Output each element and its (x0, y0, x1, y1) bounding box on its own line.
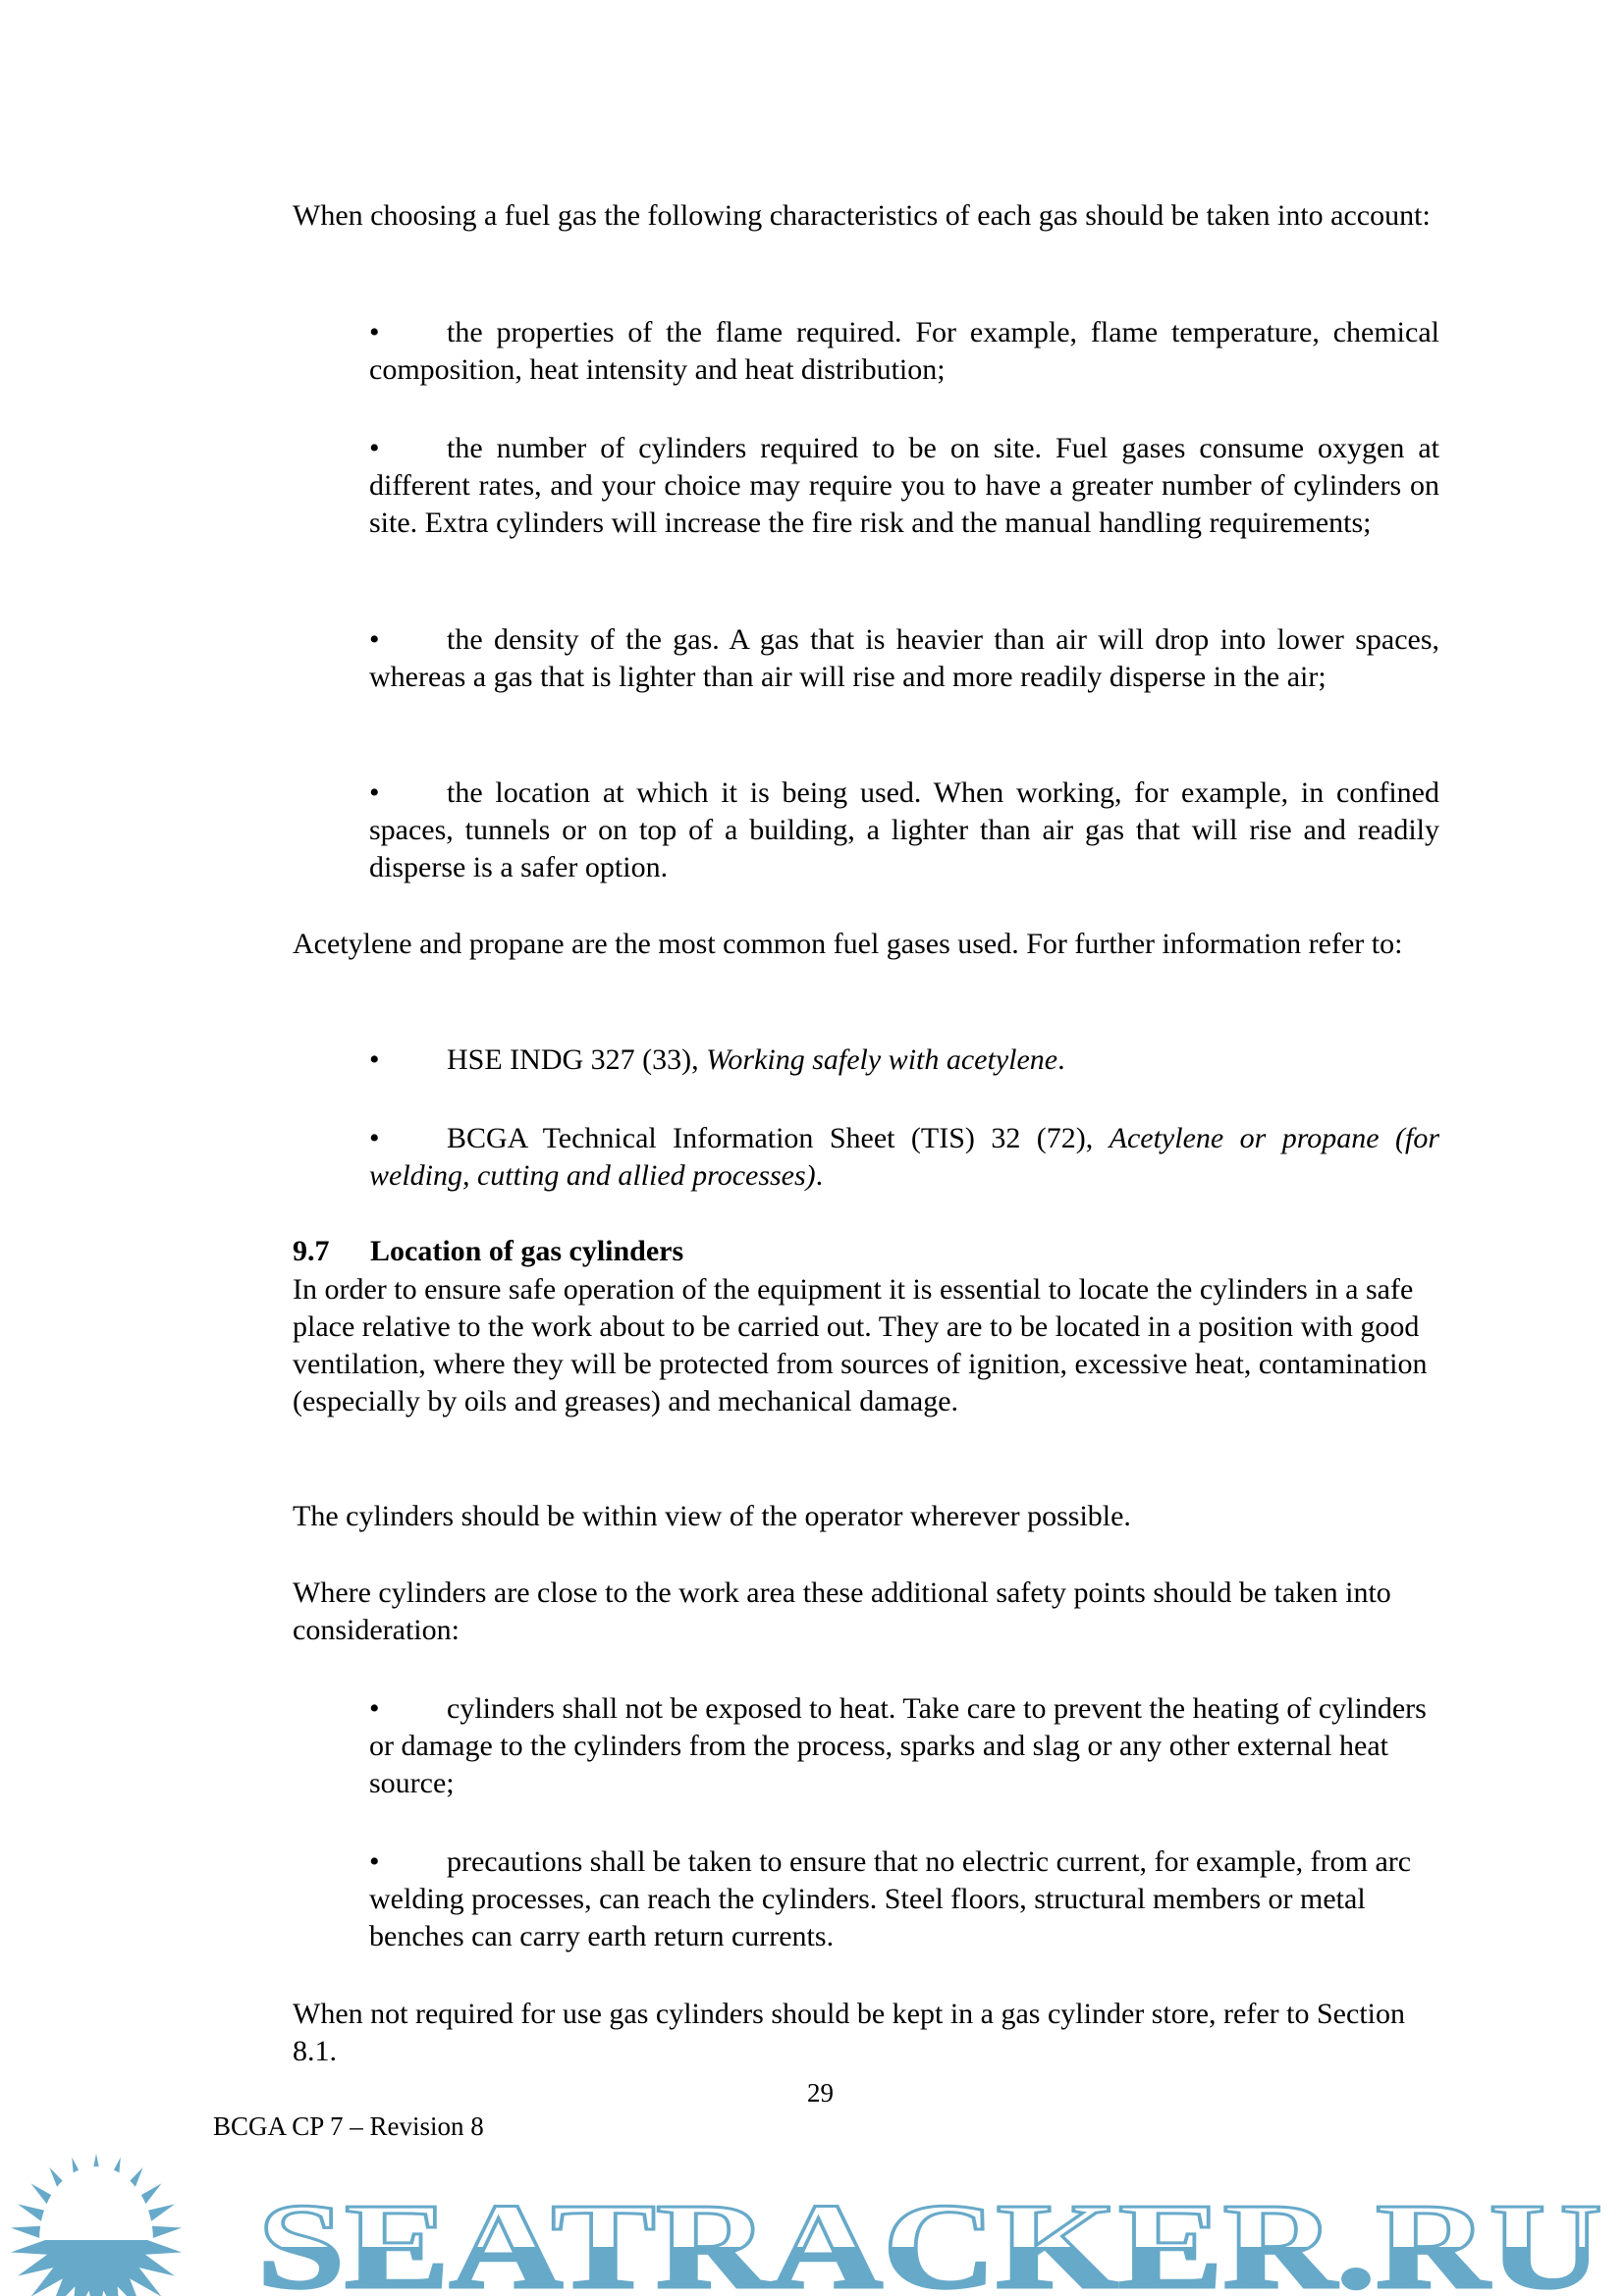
section-paragraph: Where cylinders are close to the work area these additional safety points should be taken into consideration: (293, 1576, 1391, 1646)
bullet-icon: • (369, 1122, 380, 1154)
ref-title: Working safely with acetylene (706, 1043, 1058, 1076)
section-paragraph: In order to ensure safe operation of the equipment it is essential to locate the cylinders in a safe place relative to the work about to be carried out. They are to be located in a position with good ventilation, where they will be protected from sources of ignition, excessive heat, contamination (especially by oils and greases) and mechanical damage. (293, 1273, 1428, 1417)
bullet-icon: • (369, 1043, 380, 1076)
ref-title: Acetylene or propane (for welding, cutting and allied processes) (369, 1122, 1440, 1192)
ref-end: . (815, 1159, 824, 1192)
bullet-icon: • (369, 1845, 380, 1878)
list-item (369, 1843, 1439, 1955)
list-item-text: cylinders shall not be exposed to heat. Take care to prevent the heating of cylinders or damage to the cylinders from the process, sparks and slag or any other external heat source; (369, 1692, 1427, 1799)
sun-icon (11, 2154, 182, 2296)
list-item (369, 1690, 1439, 1802)
intro-paragraph: When choosing a fuel gas the following characteristics of each gas should be taken into account: (293, 199, 1431, 232)
ref-plain: BCGA Technical Information Sheet (TIS) 32 (72), (447, 1122, 1110, 1154)
document-id: BCGA CP 7 – Revision 8 (213, 2111, 484, 2141)
reference-item (369, 1120, 1439, 1195)
list-item (369, 314, 1439, 389)
section-paragraph: The cylinders should be within view of the operator wherever possible. (293, 1500, 1131, 1532)
watermark-text: SEATRACKER.RU (257, 2179, 1602, 2296)
list-item-text: precautions shall be taken to ensure that no electric current, for example, from arc welding processes, can reach the cylinders. Steel floors, structural members or metal benches can carry earth return currents. (369, 1845, 1412, 1952)
list-item-text: the density of the gas. A gas that is heavier than air will drop into lower spaces, whereas a gas that is lighter than air will rise and more readily disperse in the air; (369, 623, 1439, 693)
reference-item (369, 1041, 1439, 1079)
list-item-text: the location at which it is being used. When working, for example, in confined spaces, tunnels or on top of a building, a lighter than air gas that will rise and readily disperse is a safer option. (369, 776, 1439, 883)
section-heading (293, 1233, 1439, 1270)
acetylene-paragraph: Acetylene and propane are the most common fuel gases used. For further information refer to: (293, 928, 1403, 960)
list-item (369, 430, 1439, 542)
bullet-icon: • (369, 1692, 380, 1725)
bullet-icon: • (369, 432, 380, 464)
bullet-icon: • (369, 776, 380, 809)
ref-end: . (1057, 1043, 1065, 1076)
closing-paragraph: When not required for use gas cylinders should be kept in a gas cylinder store, refer to Section 8.1. (293, 1998, 1405, 2067)
list-item-text: the number of cylinders required to be on site. Fuel gases consume oxygen at different rates, and your choice may require you to have a greater number of cylinders on site. Extra cylinders will increase the fire risk and the manual handling requirements; (369, 432, 1439, 539)
bullet-icon: • (369, 316, 380, 348)
list-item-text: the properties of the flame required. For example, flame temperature, chemical composition, heat intensity and heat distribution; (369, 316, 1439, 386)
ref-plain: HSE INDG 327 (33), (447, 1043, 707, 1076)
list-item (369, 774, 1439, 886)
section-title: Location of gas cylinders (370, 1235, 684, 1267)
section-number: 9.7 (293, 1235, 330, 1267)
page-number: 29 (807, 2078, 834, 2108)
bullet-icon: • (369, 623, 380, 656)
watermark-logo (0, 2150, 1624, 2296)
list-item (369, 621, 1439, 696)
